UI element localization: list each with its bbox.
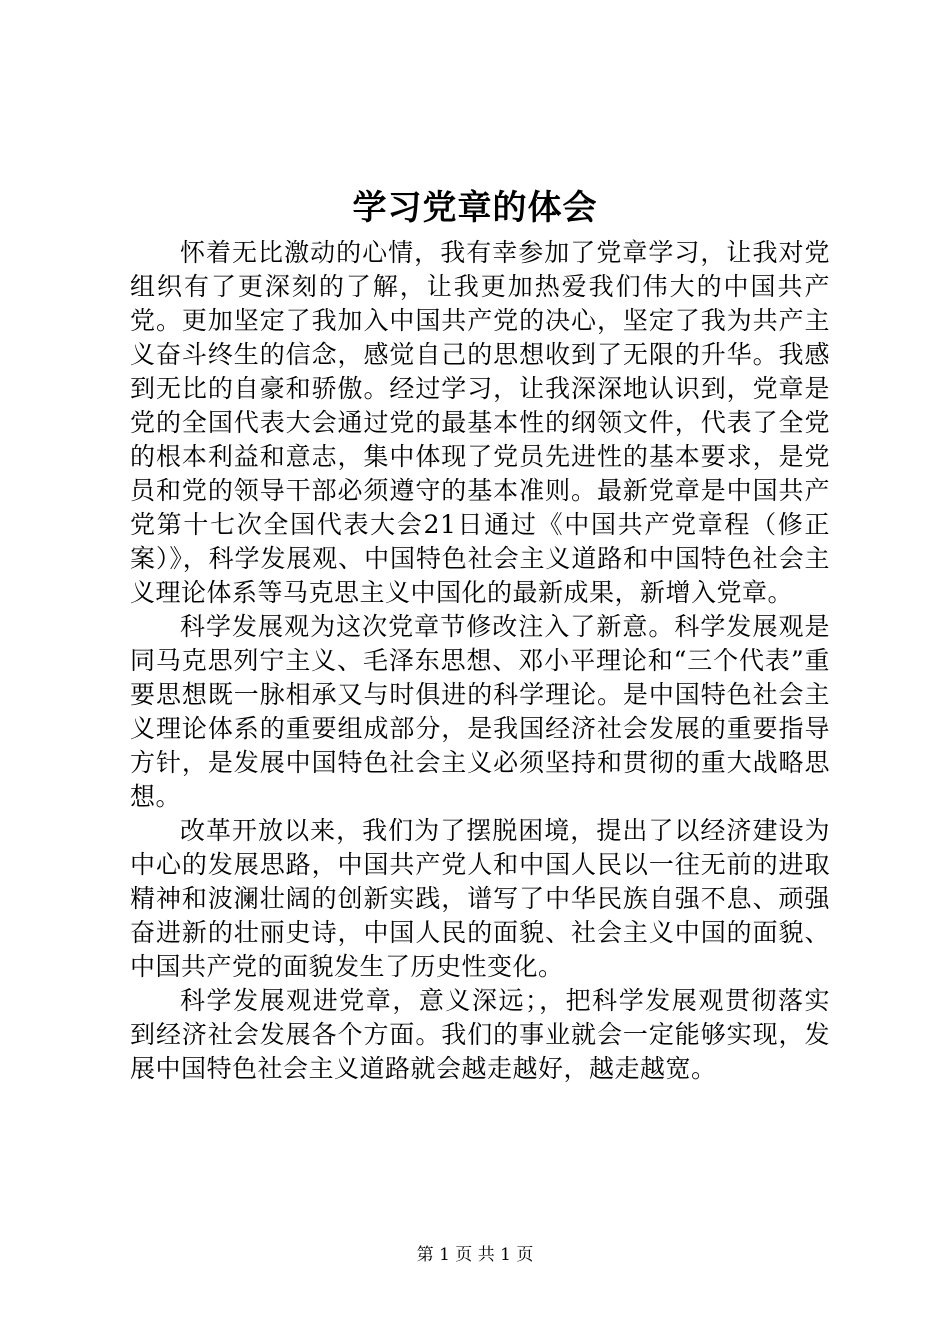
document-title: 学习党章的体会 — [352, 188, 598, 228]
paragraph-2: 科学发展观为这次党章节修改注入了新意。科学发展观是同马克思列宁主义、毛泽东思想、邓小平理论和“三个代表”重要思想既一脉相承又与时俱进的科学理论。是中国特色社会主义理论体系的重要组成部分，是我国经济社会发展的重要指导方针，是发展中国特色社会主义必须坚持和贯彻的重大战略思想。 — [130, 612, 830, 811]
paragraph-1: 怀着无比激动的心情，我有幸参加了党章学习，让我对党组织有了更深刻的了解，让我更加热爱我们伟大的中国共产党。更加坚定了我加入中国共产党的决心，坚定了我为共产主义奋斗终生的信念，感觉自己的思想收到了无限的升华。我感到无比的自豪和骄傲。经过学习，让我深深地认识到，党章是党的全国代表大会通过党的最基本性的纲领文件，代表了全党的根本利益和意志，集中体现了党员先进性的基本要求，是党员和党的领导干部必须遵守的基本准则。最新党章是中国共产党第十七次全国代表大会21日通过《中国共产党章程（修正案）》，科学发展观、中国特色社会主义道路和中国特色社会主义理论体系等马克思主义中国化的最新成果，新增入党章。 — [130, 238, 830, 607]
document-body — [130, 236, 830, 1086]
page-footer — [0, 1243, 950, 1267]
paragraph-3: 改革开放以来，我们为了摆脱困境，提出了以经济建设为中心的发展思路，中国共产党人和中国人民以一往无前的进取精神和波澜壮阔的创新实践，谱写了中华民族自强不息、顽强奋进新的壮丽史诗，中国人民的面貌、社会主义中国的面貌、中国共产党的面貌发生了历史性变化。 — [130, 816, 830, 981]
paragraph-4: 科学发展观进党章，意义深远；，把科学发展观贯彻落实到经济社会发展各个方面。我们的事业就会一定能够实现，发展中国特色社会主义道路就会越走越好，越走越宽。 — [130, 986, 830, 1083]
page-number-label: 第 1 页 共 1 页 — [416, 1245, 534, 1265]
